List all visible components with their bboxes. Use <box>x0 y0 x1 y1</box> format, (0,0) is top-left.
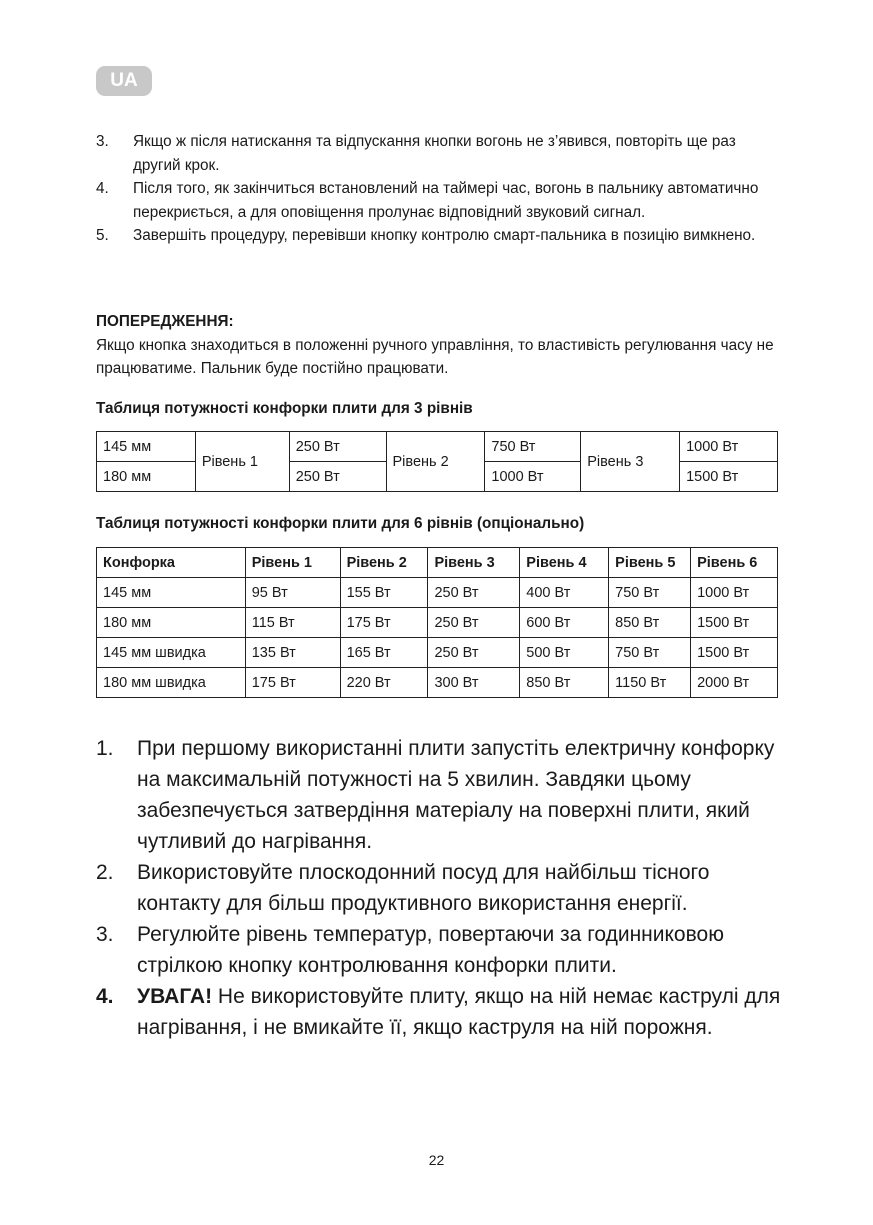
table-cell: 180 мм <box>97 462 196 492</box>
table-cell: 250 Вт <box>428 638 520 668</box>
item-number: 4. <box>96 180 109 197</box>
list-item <box>96 857 796 919</box>
table-cell: 1150 Вт <box>609 668 691 698</box>
power-table-6-levels <box>96 547 778 698</box>
table-cell: 850 Вт <box>609 608 691 638</box>
column-header: Рівень 2 <box>340 548 428 578</box>
table-cell: 175 Вт <box>340 608 428 638</box>
table-cell: 145 мм швидка <box>97 638 246 668</box>
list-item <box>96 224 786 248</box>
column-header: Рівень 6 <box>691 548 778 578</box>
table-cell: 600 Вт <box>520 608 609 638</box>
column-header: Рівень 5 <box>609 548 691 578</box>
table-row <box>97 608 778 638</box>
page-number: 22 <box>428 1152 445 1168</box>
table3-caption: Таблиця потужності конфорки плити для 3 рівнів <box>96 400 473 417</box>
table-cell: 95 Вт <box>245 578 340 608</box>
table-cell: 750 Вт <box>609 638 691 668</box>
warning-text: Якщо кнопка знаходиться в положенні ручного управління, то властивість регулювання часу не працюватиме. Пальник буде постійно працювати. <box>96 336 774 377</box>
table-cell: 250 Вт <box>289 432 386 462</box>
warning-title: ПОПЕРЕДЖЕННЯ: <box>96 313 234 330</box>
steps-list-bottom <box>96 733 796 1043</box>
list-item <box>96 981 796 1043</box>
table-cell: 1500 Вт <box>680 462 778 492</box>
column-header: Конфорка <box>97 548 246 578</box>
table-cell: 300 Вт <box>428 668 520 698</box>
table-cell: 1500 Вт <box>691 638 778 668</box>
table-cell: 250 Вт <box>428 578 520 608</box>
item-number: 3. <box>96 133 109 150</box>
table-cell: 115 Вт <box>245 608 340 638</box>
table-row <box>97 638 778 668</box>
item-text: Якщо ж після натискання та відпускання кнопки вогонь не з’явився, повторіть ще раз другий крок. <box>133 133 736 174</box>
item-text: Після того, як закінчиться встановлений на таймері час, вогонь в пальнику автоматично перекриється, а для оповіщення пролунає відповідний звуковий сигнал. <box>133 180 759 221</box>
item-number: 2. <box>96 861 114 884</box>
language-badge: UA <box>96 66 152 96</box>
table-cell: 250 Вт <box>289 462 386 492</box>
item-text <box>137 981 796 1043</box>
list-item <box>96 130 786 177</box>
list-item <box>96 733 796 857</box>
table-cell: 850 Вт <box>520 668 609 698</box>
table-cell: 500 Вт <box>520 638 609 668</box>
attention-label: УВАГА! <box>137 985 213 1008</box>
power-table-3-levels <box>96 431 778 492</box>
table-cell: 250 Вт <box>428 608 520 638</box>
table-cell: 175 Вт <box>245 668 340 698</box>
table-cell: 750 Вт <box>485 432 581 462</box>
attention-text: Не використовуйте плиту, якщо на ній немає каструлі для нагрівання, і не вмикайте її, якщо каструля на ній порожня. <box>137 985 781 1039</box>
warning-block <box>96 310 786 381</box>
item-number: 1. <box>96 737 114 760</box>
table-row <box>97 668 778 698</box>
item-number: 3. <box>96 923 114 946</box>
list-item <box>96 919 796 981</box>
table-cell: Рівень 3 <box>581 432 680 492</box>
table-cell: 180 мм швидка <box>97 668 246 698</box>
table-header-row <box>97 548 778 578</box>
item-text: При першому використанні плити запустіть електричну конфорку на максимальній потужності на 5 хвилин. Завдяки цьому забезпечується затвердіння матеріалу на поверхні плити, який чутливий до нагрівання. <box>137 737 775 853</box>
table-cell: 145 мм <box>97 578 246 608</box>
table-cell: Рівень 1 <box>195 432 289 492</box>
table-row <box>97 578 778 608</box>
table6-caption: Таблиця потужності конфорки плити для 6 рівнів (опціонально) <box>96 515 585 532</box>
table-cell: 180 мм <box>97 608 246 638</box>
item-text: Регулюйте рівень температур, повертаючи за годинниковою стрілкою кнопку контролювання конфорки плити. <box>137 923 724 977</box>
table-cell: 750 Вт <box>609 578 691 608</box>
item-number: 4. <box>96 985 114 1008</box>
table-cell: 220 Вт <box>340 668 428 698</box>
table-row <box>97 432 778 462</box>
table-cell: 165 Вт <box>340 638 428 668</box>
table-cell: 2000 Вт <box>691 668 778 698</box>
column-header: Рівень 3 <box>428 548 520 578</box>
table-cell: 155 Вт <box>340 578 428 608</box>
table-cell: 400 Вт <box>520 578 609 608</box>
column-header: Рівень 1 <box>245 548 340 578</box>
table-cell: 145 мм <box>97 432 196 462</box>
item-text: Завершіть процедуру, перевівши кнопку контролю смарт-пальника в позицію вимкнено. <box>133 227 756 244</box>
steps-list-top <box>96 130 786 248</box>
table-cell: 1500 Вт <box>691 608 778 638</box>
table-cell: 1000 Вт <box>691 578 778 608</box>
table-cell: Рівень 2 <box>386 432 485 492</box>
table-cell: 1000 Вт <box>680 432 778 462</box>
table-cell: 1000 Вт <box>485 462 581 492</box>
table-cell: 135 Вт <box>245 638 340 668</box>
item-number: 5. <box>96 227 109 244</box>
item-text: Використовуйте плоскодонний посуд для найбільш тісного контакту для більш продуктивного використання енергії. <box>137 861 710 915</box>
list-item <box>96 177 786 224</box>
column-header: Рівень 4 <box>520 548 609 578</box>
